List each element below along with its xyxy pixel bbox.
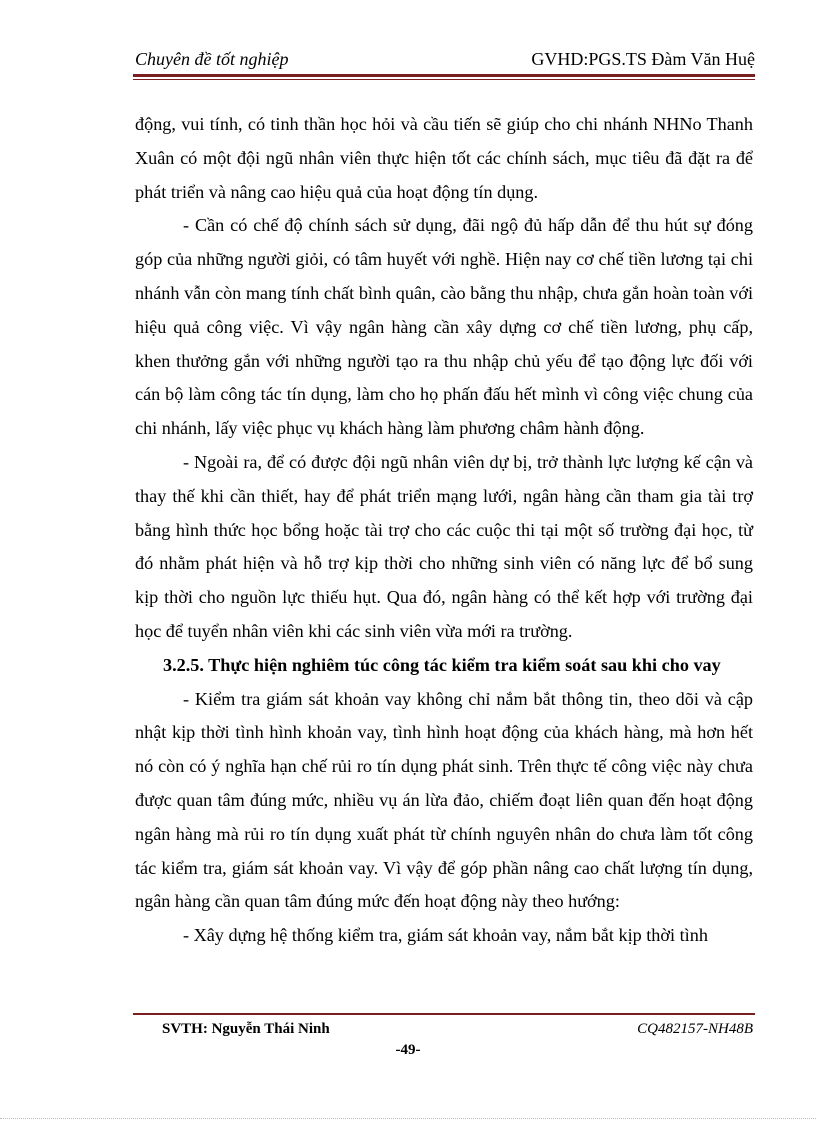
paragraph-monitoring-system: - Xây dựng hệ thống kiểm tra, giám sát khoản vay, nắm bắt kịp thời tình (183, 925, 708, 946)
footer-rule (133, 1013, 755, 1015)
paragraph-reserve-staff: - Ngoài ra, để có được đội ngũ nhân viên dự bị, trở thành lực lượng kế cận và thay thế khi cần thiết, hay để phát triển mạng lưới, ngân hàng cần tham gia tài trợ bằng hình thức học bổng hoặc tài trợ cho các cuộc thi tại một số trường đại học, từ đó nhằm phát hiện và hỗ trợ kịp thời cho những sinh viên có năng lực để bổ sung kịp thời cho nguồn lực thiếu hụt. Qua đó, ngân hàng có thể kết hợp với trường đại học để tuyển nhân viên khi các sinh viên vừa mới ra trường. (135, 451, 753, 641)
footer-student-id: CQ482157-NH48B (637, 1021, 753, 1037)
page-number: -49- (395, 1042, 421, 1058)
header-rule-thin (133, 79, 755, 80)
section-heading: 3.2.5. Thực hiện nghiêm túc công tác kiểm tra kiểm soát sau khi cho vay (163, 654, 721, 675)
paragraph-continuation: động, vui tính, có tinh thần học hỏi và cầu tiến sẽ giúp cho chi nhánh NHNo Thanh Xuân có một đội ngũ nhân viên thực hiện tốt các chính sách, mục tiêu đã đặt ra để phát triển và nâng cao hiệu quả của hoạt động tín dụng. (135, 114, 753, 202)
page-header (135, 47, 755, 73)
paragraph-compensation-policy: - Cần có chế độ chính sách sử dụng, đãi ngộ đủ hấp dẫn để thu hút sự đóng góp của những người giỏi, có tâm huyết với nghề. Hiện nay cơ chế tiền lương tại chi nhánh vẫn còn mang tính chất bình quân, cào bằng thu nhập, chưa gắn hoàn toàn với hiệu quả công việc. Vì vậy ngân hàng cần xây dựng cơ chế tiền lương, phụ cấp, khen thưởng gắn với những người tạo ra thu nhập chủ yếu để tạo động lực đối với cán bộ làm công tác tín dụng, làm cho họ phấn đấu hết mình vì công việc chung của chi nhánh, lấy việc phục vụ khách hàng làm phương châm hành động. (135, 215, 753, 439)
footer-student: SVTH: Nguyễn Thái Ninh (162, 1021, 330, 1037)
header-document-type: Chuyên đề tốt nghiệp (135, 49, 289, 69)
header-supervisor: GVHD:PGS.TS Đàm Văn Huệ (531, 49, 755, 69)
header-rule-thick (133, 74, 755, 77)
paragraph-loan-monitoring: - Kiểm tra giám sát khoản vay không chỉ nắm bắt thông tin, theo dõi và cập nhật kịp thời tình hình khoản vay, tình hình hoạt động của khách hàng, mà hơn hết nó còn có ý nghĩa hạn chế rủi ro tín dụng phát sinh. Trên thực tế công việc này chưa được quan tâm đúng mức, nhiều vụ án lừa đảo, chiếm đoạt liên quan đến hoạt động ngân hàng mà rủi ro tín dụng xuất phát từ chính nguyên nhân do chưa làm tốt công tác kiểm tra, giám sát khoản vay. Vì vậy để góp phần nâng cao chất lượng tín dụng, ngân hàng cần quan tâm đúng mức đến hoạt động này theo hướng: (135, 688, 753, 912)
page-body (135, 108, 753, 953)
page-edge-divider (0, 1118, 816, 1119)
